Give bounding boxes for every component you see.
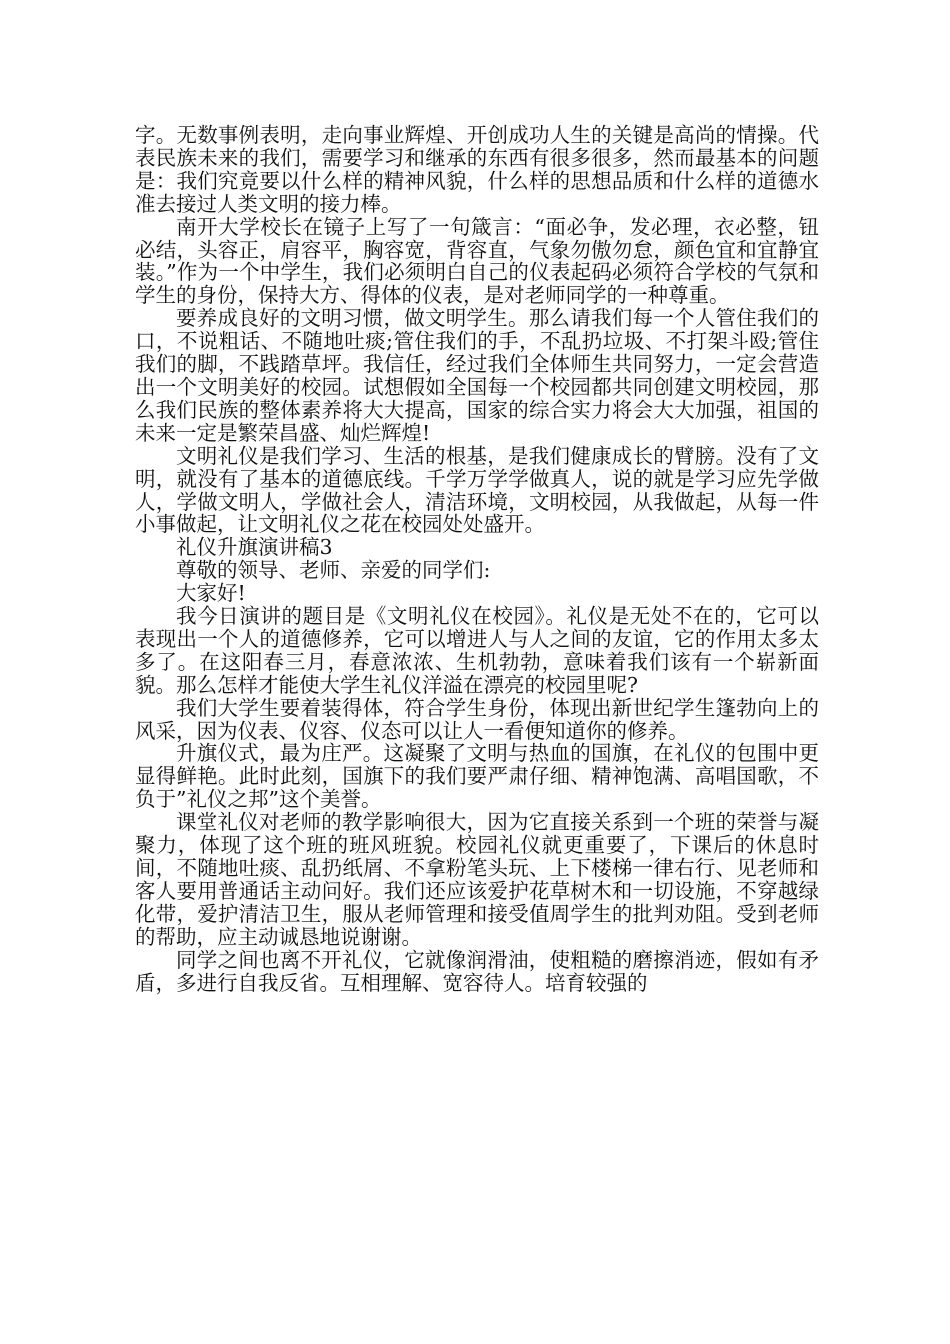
paragraph-5: 我今日演讲的题目是《文明礼仪在校园》。礼仪是无处不在的，它可以表现出一个人的道德修养，它可以增进人与人之间的友谊，它的作用太多太多了。在这阳春三月，春意浓浓、生机勃勃，意味着我们该有一个崭新面貌。那么怎样才能使大学生礼仪洋溢在漂亮的校园里呢? [135, 604, 819, 697]
paragraph-4: 文明礼仪是我们学习、生活的根基，是我们健康成长的臂膀。没有了文明，就没有了基本的道德底线。千学万学学做真人，说的就是学习应先学做人，学做文明人，学做社会人，清洁环境，文明校园，从我做起，从每一件小事做起，让文明礼仪之花在校园处处盛开。 [135, 443, 819, 537]
paragraph-6: 我们大学生要着装得体，符合学生身份，体现出新世纪学生篷勃向上的风采，因为仪表、仪容、仪态可以让人一看便知道你的修养。 [135, 695, 819, 743]
section-heading: 礼仪升旗演讲稿3 [176, 535, 333, 560]
paragraph-2: 南开大学校长在镜子上写了一句箴言：“面必争，发必理，衣必整，钮必结，头容正，肩容平，胸容宽，背容直，气象勿傲勿怠，颜色宜和宜静宜装。”作为一个中学生，我们必须明白自己的仪表起码必须符合学校的气氛和学生的身份，保持大方、得体的仪表，是对老师同学的一种尊重。 [135, 214, 819, 308]
greeting: 大家好! [176, 581, 246, 606]
paragraph-7: 升旗仪式，最为庄严。这凝聚了文明与热血的国旗，在礼仪的包围中更显得鲜艳。此时此刻，国旗下的我们要严肃仔细、精神饱满、高唱国歌，不负于”礼仪之邦”这个美誉。 [135, 741, 819, 812]
document-body [135, 124, 819, 994]
salutation: 尊敬的领导、老师、亲爱的同学们: [176, 558, 491, 583]
paragraph-1: 字。无数事例表明，走向事业辉煌、开创成功人生的关键是高尚的情操。代表民族未来的我们，需要学习和继承的东西有很多很多，然而最基本的问题是：我们究竟要以什么样的精神风貌，什么样的思想品质和什么样的道德水准去接过人类文明的接力棒。 [135, 123, 819, 216]
paragraph-9: 同学之间也离不开礼仪，它就像润滑油，使粗糙的磨擦消迹，假如有矛盾，多进行自我反省。互相理解、宽容待人。培育较强的 [135, 947, 819, 995]
paragraph-8: 课堂礼仪对老师的教学影响很大，因为它直接关系到一个班的荣誉与凝聚力，体现了这个班的班风班貌。校园礼仪就更重要了，下课后的休息时间，不随地吐痰、乱扔纸屑、不拿粉笔头玩、上下楼梯一律右行、见老师和客人要用普通话主动问好。我们还应该爱护花草树木和一切设施，不穿越绿化带，爱护清洁卫生，服从老师管理和接受值周学生的批判劝阻。受到老师的帮助，应主动诚恳地说谢谢。 [135, 810, 819, 949]
paragraph-3: 要养成良好的文明习惯，做文明学生。那么请我们每一个人管住我们的口，不说粗话、不随地吐痰;管住我们的手，不乱扔垃圾、不打架斗殴;管住我们的脚，不践踏草坪。我信任，经过我们全体师生共同努力，一定会营造出一个文明美好的校园。试想假如全国每一个校园都共同创建文明校园，那么我们民族的整体素养将大大提高，国家的综合实力将会大大加强，祖国的未来一定是繁荣昌盛、灿烂辉煌! [135, 306, 819, 445]
